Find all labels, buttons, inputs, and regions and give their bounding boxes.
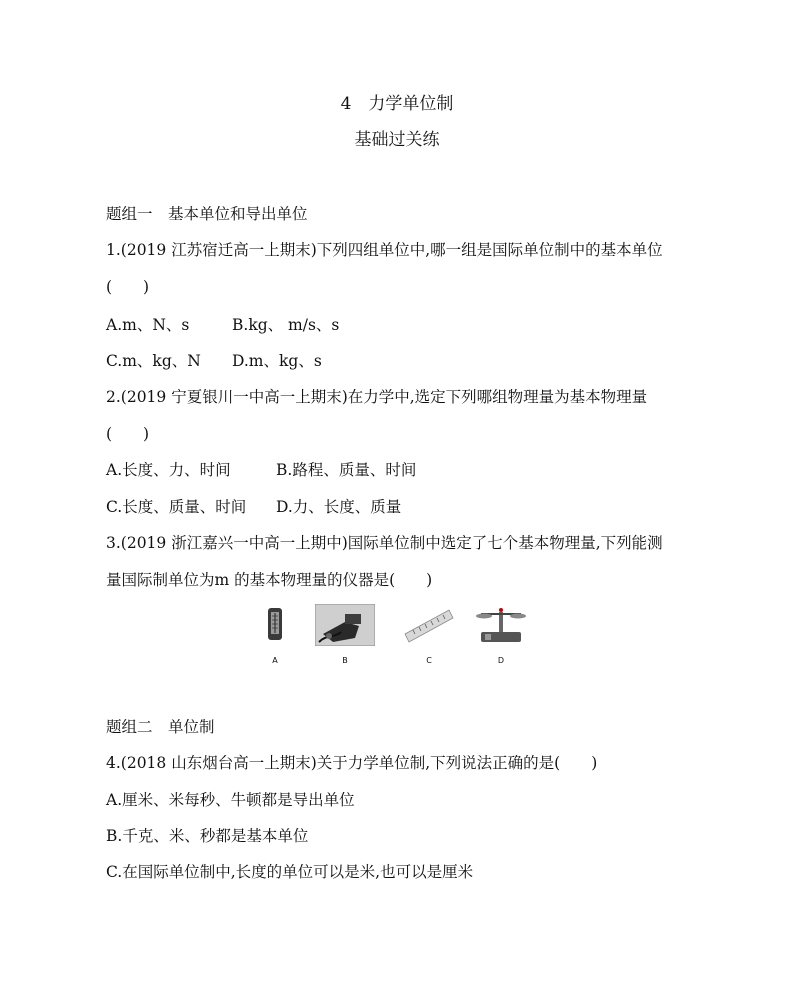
- q2-stem: 2.(2019 宁夏银川一中高一上期末)在力学中,选定下列哪组物理量为基本物理量: [106, 388, 648, 406]
- figure-label-a: A: [272, 656, 278, 665]
- stopwatch-icon: [265, 604, 285, 648]
- q2-answer-paren: ( ): [106, 425, 150, 443]
- q2-option-d: D.力、长度、质量: [276, 498, 402, 516]
- q4-option-a: A.厘米、米每秒、牛顿都是导出单位: [106, 791, 355, 809]
- q1-answer-paren: ( ): [106, 278, 150, 296]
- q3-stem-line2: 量国际制单位为m 的基本物理量的仪器是( ): [106, 571, 433, 589]
- figure-label-b: B: [342, 656, 348, 665]
- group2-heading: 题组二 单位制: [106, 718, 215, 736]
- q1-option-b: B.kg、 m/s、s: [232, 316, 340, 334]
- figure-label-c: C: [426, 656, 432, 665]
- ruler-icon: [403, 604, 455, 650]
- page-subtitle: 基础过关练: [354, 130, 440, 150]
- q4-option-c: C.在国际单位制中,长度的单位可以是米,也可以是厘米: [106, 863, 474, 881]
- q1-option-c: C.m、kg、N: [106, 352, 201, 370]
- page-title: 4 力学单位制: [340, 94, 454, 114]
- q3-stem-line1: 3.(2019 浙江嘉兴一中高一上期中)国际单位制中选定了七个基本物理量,下列能测: [106, 534, 663, 552]
- q4-option-b: B.千克、米、秒都是基本单位: [106, 827, 309, 845]
- q1-option-d: D.m、kg、s: [232, 352, 322, 370]
- q2-option-a: A.长度、力、时间: [106, 461, 231, 479]
- q4-stem: 4.(2018 山东烟台高一上期末)关于力学单位制,下列说法正确的是( ): [106, 754, 598, 772]
- figure-label-d: D: [497, 656, 505, 665]
- balance-scale-icon: [473, 604, 529, 650]
- q1-stem: 1.(2019 江苏宿迁高一上期末)下列四组单位中,哪一组是国际单位制中的基本单位: [106, 241, 663, 259]
- q1-option-a: A.m、N、s: [106, 316, 190, 334]
- q2-option-b: B.路程、质量、时间: [276, 461, 417, 479]
- group1-heading: 题组一 基本单位和导出单位: [106, 205, 308, 223]
- q3-figures: [255, 604, 545, 666]
- timer-device-icon: [315, 604, 375, 650]
- q2-option-c: C.长度、质量、时间: [106, 498, 247, 516]
